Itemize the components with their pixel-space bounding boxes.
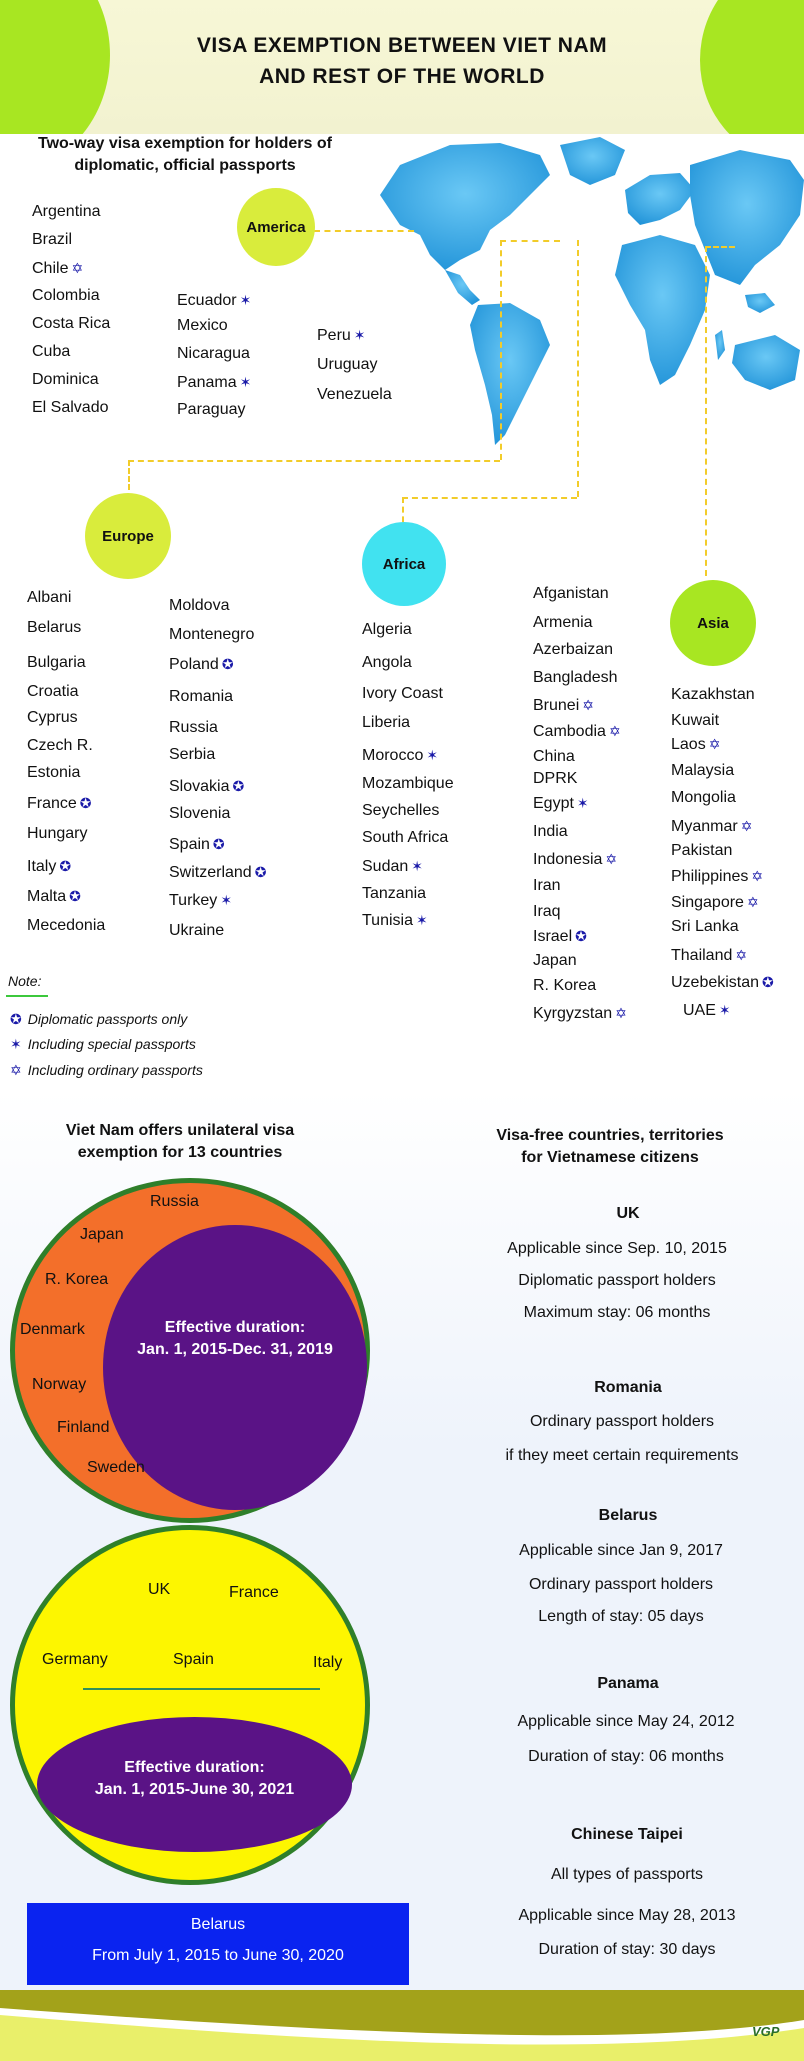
- circle2-duration-value: Jan. 1, 2015-June 30, 2021: [94, 1781, 295, 1798]
- country-dominica: Dominica: [32, 371, 99, 388]
- vf-romania-name: Romania: [594, 1379, 662, 1396]
- special-passport-icon: ✶: [239, 374, 252, 390]
- special-passport-icon: ✶: [576, 795, 589, 811]
- country-armenia: Armenia: [533, 614, 593, 631]
- circle2-divider: [83, 1688, 320, 1690]
- europe-col-2: [169, 596, 266, 949]
- country-spain: Spain ✪: [169, 836, 225, 853]
- diplomatic-passport-icon: ✪: [59, 858, 72, 874]
- country-peru: Peru ✶: [317, 327, 366, 344]
- america-col-3: [317, 325, 392, 415]
- country-r-korea: R. Korea: [533, 977, 597, 994]
- country-czech-r: Czech R.: [27, 737, 93, 754]
- country-mexico: Mexico: [177, 317, 228, 334]
- country-algeria: Algeria: [362, 621, 412, 638]
- ordinary-passport-icon: ✡: [10, 1062, 22, 1078]
- country-pakistan: Pakistan: [671, 842, 733, 859]
- vf-romania-line-1: Ordinary passport holders: [529, 1413, 715, 1430]
- country-japan: Japan: [533, 952, 577, 969]
- country-ivory-coast: Ivory Coast: [362, 685, 443, 702]
- diplomatic-passport-icon: ✪: [221, 656, 234, 672]
- unilateral-title-line-1: Viet Nam offers unilateral visa: [65, 1122, 295, 1139]
- country-belarus: Belarus: [27, 619, 82, 636]
- country-philippines: Philippines ✡: [671, 868, 764, 885]
- diplomatic-passport-icon: ✪: [79, 795, 92, 811]
- visa-free-title: [440, 1125, 780, 1169]
- ordinary-passport-icon: ✡: [582, 697, 594, 713]
- circle1-duration: [120, 1317, 350, 1361]
- country-bulgaria: Bulgaria: [27, 654, 86, 671]
- country-venezuela: Venezuela: [317, 386, 392, 403]
- ordinary-passport-icon: ✡: [735, 947, 748, 963]
- country-malta: Malta ✪: [27, 888, 81, 905]
- visa-free-title-line-2: for Vietnamese citizens: [521, 1149, 699, 1166]
- country-ukraine: Ukraine: [169, 922, 225, 939]
- america-col-2: [177, 290, 251, 428]
- country-bangladesh: Bangladesh: [533, 669, 618, 686]
- diplomatic-passport-icon: ✪: [575, 928, 587, 944]
- world-map: [360, 135, 804, 465]
- country-cuba: Cuba: [32, 343, 71, 360]
- africa-col-1: [362, 620, 454, 938]
- country-montenegro: Montenegro: [169, 626, 255, 643]
- vf-uk-line-1: Applicable since Sep. 10, 2015: [507, 1240, 727, 1257]
- diplomatic-passport-icon: ✪: [762, 974, 774, 990]
- country-argentina: Argentina: [32, 203, 101, 220]
- country-ecuador: Ecuador ✶: [177, 292, 252, 309]
- country-el-salvado: El Salvado: [32, 399, 109, 416]
- country-italy: Italy ✪: [27, 858, 72, 875]
- vf-belarus-name: Belarus: [598, 1507, 658, 1524]
- country-china: China: [533, 748, 575, 765]
- note-label: Note:: [8, 973, 42, 989]
- country-iraq: Iraq: [533, 903, 561, 920]
- diplomatic-passport-icon: ✪: [212, 836, 225, 852]
- europe-connector-top: [500, 240, 560, 242]
- country-brunei: Brunei ✡: [533, 697, 594, 714]
- circle1-duration-value: Jan. 1, 2015-Dec. 31, 2019: [137, 1341, 333, 1358]
- special-passport-icon: ✶: [411, 858, 423, 874]
- country-israel: Israel ✪: [533, 928, 587, 945]
- country-mozambique: Mozambique: [362, 775, 454, 792]
- country-azerbaizan: Azerbaizan: [533, 641, 614, 658]
- country-switzerland: Switzerland ✪: [169, 864, 267, 881]
- country-sudan: Sudan ✶: [362, 858, 423, 875]
- country-south-africa: South Africa: [362, 829, 449, 846]
- europe-connector-up: [500, 240, 502, 460]
- country-paraguay: Paraguay: [177, 401, 246, 418]
- country-turkey: Turkey ✶: [169, 892, 233, 909]
- note-special: ✶ Including special passports: [10, 1036, 196, 1052]
- country-russia: Russia: [169, 719, 218, 736]
- circle2-uk: UK: [148, 1581, 171, 1598]
- country-kyrgyzstan: Kyrgyzstan ✡: [533, 1005, 627, 1022]
- ordinary-passport-icon: ✡: [71, 260, 84, 276]
- special-passport-icon: ✶: [718, 1002, 731, 1018]
- region-bubble-america: America: [237, 188, 315, 266]
- vf-romania-line-2: if they meet certain requirements: [505, 1447, 739, 1464]
- country-laos: Laos ✡: [671, 736, 721, 753]
- country-uae: UAE ✶: [683, 1002, 731, 1019]
- vf-panama-line-2: Duration of stay: 06 months: [528, 1748, 724, 1765]
- two-way-title-line-1: Two-way visa exemption for holders of: [38, 135, 332, 152]
- country-morocco: Morocco ✶: [362, 747, 439, 764]
- ordinary-passport-icon: ✡: [740, 818, 753, 834]
- circle1-r-korea: R. Korea: [45, 1271, 109, 1288]
- country-kuwait: Kuwait: [671, 712, 720, 729]
- country-iran: Iran: [533, 877, 561, 894]
- vf-panama-line-1: Applicable since May 24, 2012: [517, 1713, 735, 1730]
- vf-uk-line-3: Maximum stay: 06 months: [523, 1304, 711, 1321]
- america-col-1: [32, 202, 110, 426]
- circle2-duration: [57, 1757, 332, 1801]
- country-romania: Romania: [169, 688, 234, 705]
- country-uruguay: Uruguay: [317, 356, 378, 373]
- country-sri-lanka: Sri Lanka: [671, 918, 739, 935]
- vf-belarus-line-2: Ordinary passport holders: [528, 1576, 714, 1593]
- country-kazakhstan: Kazakhstan: [671, 686, 755, 703]
- title-line-2: AND REST OF THE WORLD: [259, 65, 545, 88]
- special-passport-icon: ✶: [220, 892, 233, 908]
- special-passport-icon: ✶: [10, 1036, 22, 1052]
- europe-connector-h: [128, 460, 500, 462]
- country-hungary: Hungary: [27, 825, 88, 842]
- country-myanmar: Myanmar ✡: [671, 818, 753, 835]
- europe-col-1: [27, 588, 105, 944]
- diplomatic-passport-icon: ✪: [69, 888, 81, 904]
- visa-free-title-line-1: Visa-free countries, territories: [496, 1127, 724, 1144]
- belarus-box: [27, 1903, 409, 1985]
- ordinary-passport-icon: ✡: [615, 1005, 627, 1021]
- note-underline: [6, 995, 48, 997]
- country-seychelles: Seychelles: [362, 802, 440, 819]
- title-line-1: VISA EXEMPTION BETWEEN VIET NAM: [196, 34, 608, 57]
- country-panama: Panama ✶: [177, 374, 252, 391]
- vf-uk-name: UK: [616, 1205, 640, 1222]
- unilateral-title: [20, 1120, 340, 1164]
- country-thailand: Thailand ✡: [671, 947, 748, 964]
- vf-uk-line-2: Diplomatic passport holders: [518, 1272, 716, 1289]
- decor-blob-left: [0, 0, 110, 134]
- special-passport-icon: ✶: [426, 747, 439, 763]
- circle2-germany: Germany: [42, 1651, 108, 1668]
- special-passport-icon: ✶: [239, 292, 252, 308]
- circle1-russia: Russia: [150, 1193, 199, 1210]
- belarus-box-title: Belarus: [190, 1916, 246, 1933]
- vf-panama-name: Panama: [597, 1675, 659, 1692]
- country-afganistan: Afganistan: [533, 585, 609, 602]
- country-singapore: Singapore ✡: [671, 894, 759, 911]
- country-chile: Chile ✡: [32, 260, 84, 277]
- two-way-title: [5, 133, 365, 177]
- vf-belarus-line-3: Length of stay: 05 days: [538, 1608, 704, 1625]
- country-croatia: Croatia: [27, 683, 79, 700]
- two-way-title-line-2: diplomatic, official passports: [74, 157, 296, 174]
- country-tanzania: Tanzania: [362, 885, 427, 902]
- country-slovakia: Slovakia ✪: [169, 778, 245, 795]
- country-uzebekistan: Uzebekistan ✪: [671, 974, 774, 991]
- america-connector: [314, 230, 414, 232]
- country-indonesia: Indonesia ✡: [533, 851, 618, 868]
- special-passport-icon: ✶: [353, 327, 366, 343]
- circle1-sweden: Sweden: [87, 1459, 145, 1476]
- decor-blob-right: [700, 0, 804, 134]
- country-costa-rica: Costa Rica: [32, 315, 111, 332]
- diplomatic-passport-icon: ✪: [232, 778, 245, 794]
- africa-connector-h: [402, 497, 577, 499]
- country-poland: Poland ✪: [169, 656, 234, 673]
- country-india: India: [533, 823, 568, 840]
- country-cyprus: Cyprus: [27, 709, 78, 726]
- ordinary-passport-icon: ✡: [708, 736, 721, 752]
- country-tunisia: Tunisia ✶: [362, 912, 428, 929]
- country-brazil: Brazil: [32, 231, 73, 248]
- country-slovenia: Slovenia: [169, 805, 231, 822]
- country-moldova: Moldova: [169, 597, 230, 614]
- circle1-japan: Japan: [80, 1226, 124, 1243]
- circle1-denmark: Denmark: [20, 1321, 85, 1338]
- vgp-logo: VGP: [752, 2024, 780, 2039]
- country-egypt: Egypt ✶: [533, 795, 589, 812]
- note-diplomatic: ✪ Diplomatic passports only: [10, 1011, 188, 1027]
- vf-taipei-name: Chinese Taipei: [571, 1826, 683, 1843]
- page-title: [120, 30, 684, 92]
- asia-col-1: [533, 584, 627, 1027]
- circle2-duration-label: Effective duration:: [124, 1759, 265, 1776]
- country-dprk: DPRK: [533, 770, 578, 787]
- vf-taipei-line-1: All types of passports: [550, 1866, 704, 1883]
- country-mecedonia: Mecedonia: [27, 917, 106, 934]
- footer-wave: [0, 1990, 804, 2061]
- country-france: France ✪: [27, 795, 92, 812]
- region-bubble-asia: Asia: [670, 580, 756, 666]
- country-cambodia: Cambodia ✡: [533, 723, 621, 740]
- country-liberia: Liberia: [362, 714, 411, 731]
- circle1-finland: Finland: [57, 1419, 110, 1436]
- diplomatic-passport-icon: ✪: [10, 1011, 22, 1027]
- unilateral-title-line-2: exemption for 13 countries: [77, 1144, 283, 1161]
- vf-taipei-line-3: Duration of stay: 30 days: [538, 1941, 716, 1958]
- vf-taipei-line-2: Applicable since May 28, 2013: [518, 1907, 736, 1924]
- special-passport-icon: ✶: [415, 912, 428, 928]
- africa-connector-up: [577, 240, 579, 497]
- country-angola: Angola: [362, 654, 412, 671]
- region-bubble-africa: Africa: [362, 522, 446, 606]
- ordinary-passport-icon: ✡: [746, 894, 759, 910]
- ordinary-passport-icon: ✡: [608, 723, 621, 739]
- country-malaysia: Malaysia: [671, 762, 735, 779]
- ordinary-passport-icon: ✡: [751, 868, 764, 884]
- circle2-france: France: [229, 1584, 279, 1601]
- country-nicaragua: Nicaragua: [177, 345, 250, 362]
- asia-connector-h: [705, 246, 735, 248]
- country-serbia: Serbia: [169, 746, 216, 763]
- circle2-italy: Italy: [313, 1654, 343, 1671]
- circle1-duration-label: Effective duration:: [164, 1319, 306, 1336]
- country-mongolia: Mongolia: [671, 789, 736, 806]
- asia-connector-v: [705, 246, 707, 576]
- circle1-norway: Norway: [32, 1376, 87, 1393]
- circle2-spain: Spain: [173, 1651, 214, 1668]
- note-ordinary: ✡ Including ordinary passports: [10, 1062, 203, 1078]
- vf-belarus-line-1: Applicable since Jan 9, 2017: [519, 1542, 723, 1559]
- country-estonia: Estonia: [27, 764, 81, 781]
- ordinary-passport-icon: ✡: [605, 851, 618, 867]
- country-colombia: Colombia: [32, 287, 100, 304]
- asia-col-2: [671, 685, 774, 1024]
- region-bubble-europe: Europe: [85, 493, 171, 579]
- belarus-box-dates: From July 1, 2015 to June 30, 2020: [92, 1947, 344, 1964]
- europe-connector-v: [128, 460, 130, 490]
- country-albani: Albani: [27, 589, 72, 606]
- diplomatic-passport-icon: ✪: [254, 864, 267, 880]
